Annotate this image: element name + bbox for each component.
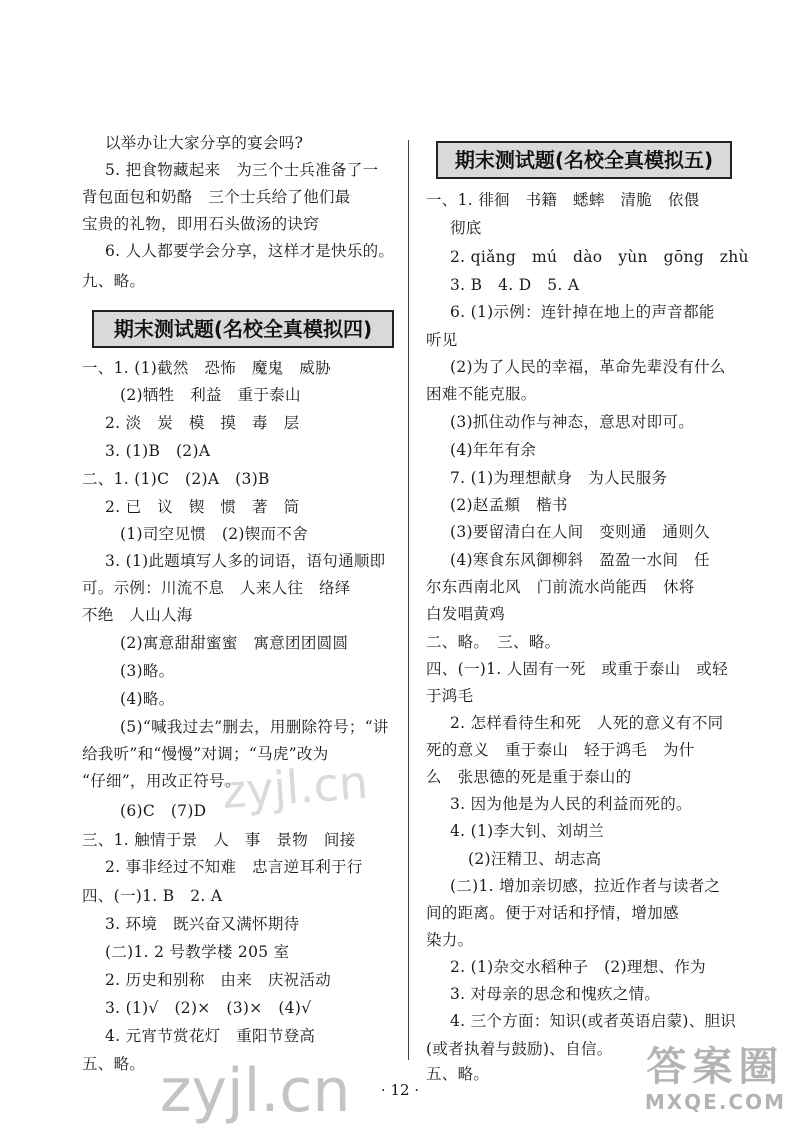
text-line: 2. (1)杂交水稻种子 (2)理想、作为 (450, 958, 706, 976)
text-line: 5. 把食物藏起来 为三个士兵准备了一 (105, 161, 379, 179)
text-line: (3)抓住动作与神态，意思对即可。 (450, 413, 695, 431)
text-line: 2. 历史和别称 由来 庆祝活动 (105, 971, 332, 989)
watermark-logo-sub: MXQE.COM (644, 1090, 786, 1114)
text-line: 一、1. 徘徊 书籍 蟋蟀 清脆 依偎 (426, 191, 700, 209)
text-line: 宝贵的礼物，即用石头做汤的诀窍 (82, 215, 320, 233)
text-line: 2. 淡 炭 模 摸 毒 层 (105, 414, 300, 432)
text-line: (6)C (7)D (120, 802, 207, 820)
column-divider (408, 140, 409, 1060)
text-line: 2. 怎样看待生和死 人死的意义有不同 (450, 714, 724, 732)
text-line: (4)略。 (120, 690, 175, 708)
text-line: 不绝 人山人海 (82, 606, 193, 624)
text-line: 二、略。 三、略。 (426, 633, 561, 651)
watermark-center: zyjl.cn (220, 754, 370, 820)
watermark-logo (645, 1044, 786, 1114)
section-title-mock-5: 期末测试题(名校全真模拟五) (436, 141, 732, 179)
text-line: 7. (1)为理想献身 为人民服务 (450, 469, 668, 487)
text-line: “仔细”，用改正符号。 (82, 772, 241, 790)
text-line: 3. (1)此题填写人多的词语，语句通顺即 (105, 552, 386, 570)
text-line: 3. 对母亲的思念和愧疚之情。 (450, 985, 661, 1003)
text-line: (4)年年有余 (450, 441, 537, 459)
text-line: 6. 人人都要学会分享，这样才是快乐的。 (105, 242, 395, 260)
text-line: (3)要留清白在人间 变则通 通则久 (450, 523, 710, 541)
text-line: 染力。 (426, 931, 474, 949)
text-line: 死的意义 重于泰山 轻于鸿毛 为什 (426, 741, 695, 759)
watermark-bottom: zyjl.cn (160, 1056, 351, 1126)
text-line: 听见 (426, 331, 458, 349)
text-line: (或者执着与鼓励)、自信。 (426, 1040, 613, 1058)
text-line: 四、(一)1. B 2. A (82, 887, 223, 905)
text-line: 背包面包和奶酪 三个士兵给了他们最 (82, 188, 351, 206)
text-line: 可。示例：川流不息 人来人往 络绎 (82, 579, 351, 597)
text-line: 2. 事非经过不知难 忠言逆耳利于行 (105, 858, 363, 876)
text-line: (1)司空见惯 (2)锲而不舍 (120, 525, 308, 543)
text-line: (2)为了人民的幸福，革命先辈没有什么 (450, 358, 726, 376)
text-line: 3. 环境 既兴奋又满怀期待 (105, 915, 300, 933)
text-line: 白发唱黄鸡 (426, 605, 506, 623)
text-line: (5)“喊我过去”删去，用删除符号；“讲 (120, 718, 389, 736)
text-line: 4. 元宵节赏花灯 重阳节登高 (105, 1027, 316, 1045)
text-line: 4. 三个方面：知识(或者英语启蒙)、胆识 (450, 1012, 737, 1030)
text-line: 困难不能克服。 (426, 385, 537, 403)
text-line: 五、略。 (82, 1055, 146, 1073)
text-line: 五、略。 (426, 1065, 490, 1083)
text-line: 三、1. 触情于景 人 事 景物 间接 (82, 831, 356, 849)
text-line: 6. (1)示例：连针掉在地上的声音都能 (450, 303, 715, 321)
text-line: 3. (1)√ (2)× (3)× (4)√ (105, 999, 312, 1017)
text-line: 3. (1)B (2)A (105, 442, 211, 460)
text-line: (二)1. 2 号教学楼 205 室 (105, 943, 290, 961)
section-title-mock-4: 期末测试题(名校全真模拟四) (92, 310, 394, 348)
text-line: 间的距离。便于对话和抒情，增加感 (426, 904, 679, 922)
text-line: 以举办让大家分享的宴会吗? (105, 134, 304, 152)
text-line: 么 张思德的死是重于泰山的 (426, 768, 632, 786)
text-line: (2)赵孟頫 楷书 (450, 496, 568, 514)
text-line: (4)寒食东风御柳斜 盈盈一水间 任 (450, 551, 710, 569)
text-line: 4. (1)李大钊、刘胡兰 (450, 822, 605, 840)
text-line: 3. 因为他是为人民的利益而死的。 (450, 795, 692, 813)
text-line: 四、(一)1. 人固有一死 或重于泰山 或轻 (426, 660, 728, 678)
watermark-logo-main: 答案圈 (646, 1044, 785, 1090)
text-line: 3. B 4. D 5. A (450, 276, 580, 294)
text-line: 于鸿毛 (426, 687, 474, 705)
text-line: 给我听”和“慢慢”对调；“马虎”改为 (82, 745, 329, 763)
text-line: 一、1. (1)截然 恐怖 魔鬼 威胁 (82, 359, 331, 377)
text-line: 尔东西南北风 门前流水尚能西 休将 (426, 578, 695, 596)
text-line: 彻底 (450, 219, 482, 237)
text-line: 九、略。 (82, 272, 146, 290)
text-line: 2. 已 议 锲 惯 著 筒 (105, 498, 300, 516)
text-line: 二、1. (1)C (2)A (3)B (82, 470, 270, 488)
text-line: (2)寓意甜甜蜜蜜 寓意团团圆圆 (120, 634, 349, 652)
text-line: (2)汪精卫、胡志高 (468, 850, 602, 868)
page-number: · 12 · (380, 1081, 420, 1099)
text-line: (3)略。 (120, 662, 175, 680)
text-line: (二)1. 增加亲切感，拉近作者与读者之 (450, 877, 721, 895)
text-line: 2. qiǎng mú dào yùn gōng zhù (450, 248, 749, 266)
text-line: (2)牺牲 利益 重于泰山 (120, 386, 301, 404)
